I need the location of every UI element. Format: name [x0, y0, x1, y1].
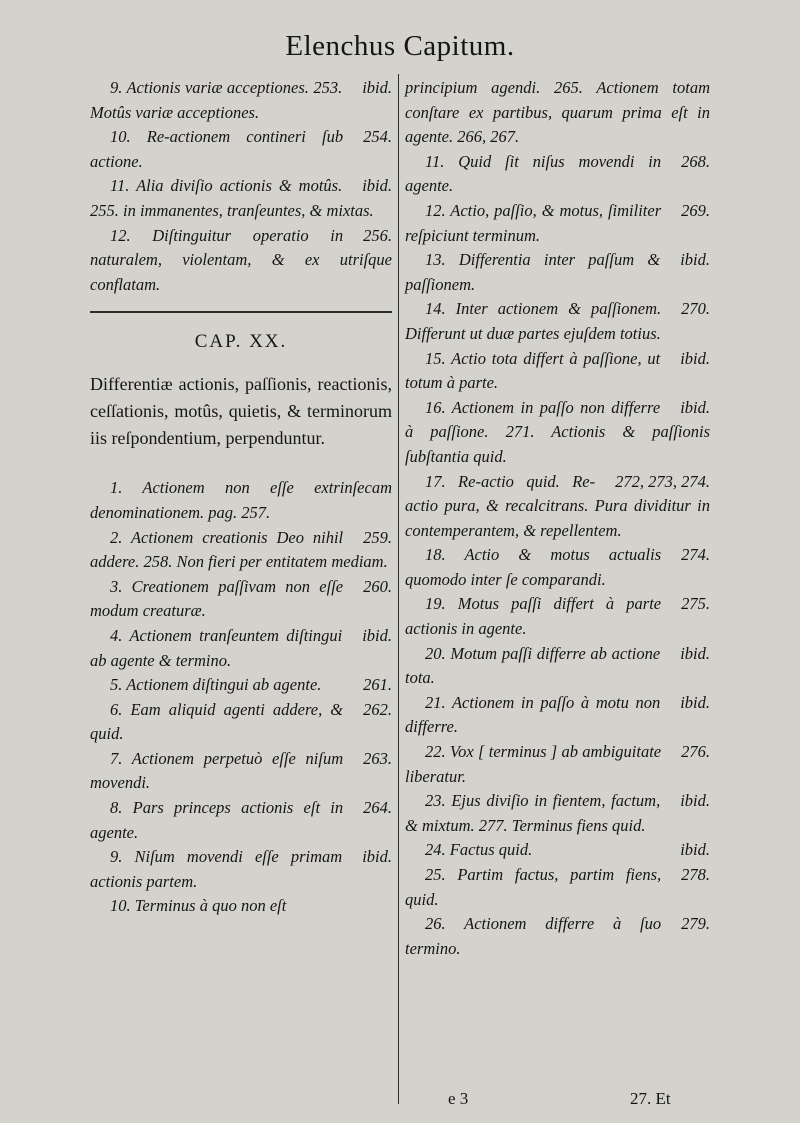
page-reference: ibid.	[362, 78, 392, 97]
index-entry	[90, 476, 392, 525]
page-reference: 274.	[681, 545, 710, 565]
page-reference: ibid.	[680, 348, 710, 368]
entry-text: 20. Motum paſſi differre ab actione tota.	[405, 643, 661, 688]
index-entry	[405, 150, 710, 199]
index-entry	[405, 347, 710, 396]
entry-text: 9. Actionis variæ acceptiones. 253. Motûs variæ acceptiones.	[90, 78, 343, 122]
entry-text: 2. Actionem creationis Deo nihil addere. 258. Non fieri per entitatem mediam.	[90, 527, 388, 572]
entry-text: 12. Diſtinguitur operatio in naturalem, violentam, & ex utriſque conflatam.	[90, 225, 392, 294]
entry-text: 3. Creationem paſſivam non eſſe modum creaturæ.	[90, 576, 344, 621]
index-entry	[405, 297, 710, 346]
page-reference: ibid.	[680, 840, 710, 860]
index-entry	[90, 174, 392, 223]
entry-text: 4. Actionem tranſeuntem diſtingui ab agente & termino.	[90, 625, 343, 670]
entry-text: 1. Actionem non eſſe extrinſecam denominationem. pag. 257.	[90, 478, 392, 522]
page-reference: 264.	[363, 798, 392, 818]
page-reference: 270.	[681, 299, 710, 319]
page-reference: 276.	[681, 742, 710, 762]
index-entry	[405, 691, 710, 740]
entry-text: 22. Vox [ terminus ] ab ambiguitate liberatur.	[405, 742, 662, 786]
entry-text: 8. Pars princeps actionis eſt in agente.	[90, 798, 344, 842]
index-entry	[405, 642, 710, 691]
chapter-summary: Differentiæ actionis, paſſionis, reactionis, ceſſationis, motûs, quietis, & terminorum iis reſpondentium, perpenduntur.	[90, 374, 392, 449]
page-reference: 261.	[363, 675, 392, 695]
entry-text: 5. Actionem diſtingui ab agente.	[110, 675, 322, 695]
index-entry	[90, 224, 392, 298]
page-reference: ibid.	[680, 791, 710, 811]
index-entry	[90, 575, 392, 624]
entry-text: 21. Actionem in paſſo à motu non differre.	[405, 692, 661, 737]
catchword: 27. Et	[630, 1089, 671, 1108]
index-entry	[405, 863, 710, 912]
page-reference: 275.	[681, 594, 710, 614]
page-reference: 263.	[363, 748, 392, 768]
page-reference: ibid.	[680, 250, 710, 270]
entry-text: 16. Actionem in paſſo non differre à paſſione. 271. Actionis & paſſionis ſubſtantia quid.	[405, 397, 710, 466]
entry-text: 15. Actio tota differt à paſſione, ut totum à parte.	[405, 348, 661, 393]
entry-text: 19. Motus paſſi differt à parte actionis in agente.	[405, 594, 662, 639]
index-entry	[405, 912, 710, 961]
entry-text: 10. Re-actionem contineri ſub actione.	[90, 127, 344, 171]
right-column	[405, 76, 710, 961]
signature-mark: e 3	[448, 1089, 469, 1108]
entry-text: 7. Actionem perpetuò eſſe niſum movendi.	[90, 748, 344, 793]
running-header: Elenchus Capitum.	[285, 30, 515, 62]
page-reference: ibid.	[362, 625, 392, 645]
entry-text: 25. Partim factus, partim fiens, quid.	[405, 865, 662, 909]
entry-text: 14. Inter actionem & paſſionem. Differunt ut duæ partes ejuſdem totius.	[405, 299, 662, 343]
left-column	[90, 76, 392, 919]
index-entry	[90, 894, 392, 919]
page-reference: ibid.	[362, 847, 392, 867]
index-entry	[90, 747, 392, 796]
left-top-entries	[90, 76, 392, 297]
entry-text: 9. Niſum movendi eſſe primam actionis partem.	[90, 847, 343, 891]
index-entry	[405, 592, 710, 641]
index-entry	[90, 673, 392, 698]
index-entry	[405, 76, 710, 150]
page-reference: ibid.	[680, 692, 710, 712]
index-entry	[90, 76, 392, 125]
page-reference: ibid.	[680, 643, 710, 663]
index-entry	[405, 199, 710, 248]
right-entries	[405, 76, 710, 961]
index-entry	[405, 740, 710, 789]
index-entry	[405, 543, 710, 592]
entry-text: 13. Differentia inter paſſum & paſſionem.	[405, 250, 661, 294]
page-reference: ibid.	[680, 397, 710, 417]
index-entry	[405, 248, 710, 297]
section-rule	[90, 311, 392, 313]
page-reference: ibid.	[362, 176, 392, 196]
page-reference: 279.	[681, 914, 710, 934]
index-entry	[90, 698, 392, 747]
index-entry	[90, 125, 392, 174]
page-reference: 268.	[681, 151, 710, 171]
column-divider	[398, 74, 399, 1104]
page-reference: 256.	[363, 225, 392, 245]
page-footer	[0, 1089, 800, 1113]
index-entry	[405, 470, 710, 544]
entry-text: 11. Quid ſit niſus movendi in agente.	[405, 151, 662, 196]
index-entry	[405, 789, 710, 838]
index-entry	[405, 396, 710, 470]
entry-text: 17. Re-actio quid. Re-actio pura, & recalcitrans. Pura dividitur in contemperantem, & repellentem.	[405, 471, 710, 540]
entry-text: principium agendi. 265. Actionem totam conſtare ex partibus, quarum prima eſt in agente. 266, 267.	[405, 78, 710, 147]
entry-text: 11. Alia diviſio actionis & motûs. 255. in immanentes, tranſeuntes, & mixtas.	[90, 176, 374, 220]
page-reference: 278.	[681, 865, 710, 884]
entry-text: 23. Ejus diviſio in fientem, factum, & mixtum. 277. Terminus fiens quid.	[405, 791, 661, 835]
page-reference: 259.	[363, 527, 392, 547]
entry-text: 26. Actionem differre à ſuo termino.	[405, 914, 662, 958]
chapter-heading: CAP. XX.	[194, 331, 288, 353]
index-entry	[90, 845, 392, 894]
entry-text: 6. Eam aliquid agenti addere, & quid.	[90, 699, 344, 744]
index-entry	[90, 526, 392, 575]
index-entry	[90, 796, 392, 845]
index-entry	[405, 838, 710, 863]
page-reference: 269.	[681, 200, 710, 220]
left-bottom-entries	[90, 476, 392, 919]
entry-text: 12. Actio, paſſio, & motus, ſimiliter reſpiciunt terminum.	[405, 200, 662, 245]
index-entry	[90, 624, 392, 673]
page-reference: 254.	[363, 127, 392, 147]
page-reference: 260.	[363, 576, 392, 596]
entry-text: 10. Terminus à quo non eſt	[110, 896, 287, 916]
page-reference: 272, 273, 274.	[615, 471, 710, 491]
page-reference: 262.	[363, 699, 392, 719]
entry-text: 24. Factus quid.	[425, 840, 533, 860]
entry-text: 18. Actio & motus actualis quomodo inter ſe comparandi.	[405, 545, 662, 589]
